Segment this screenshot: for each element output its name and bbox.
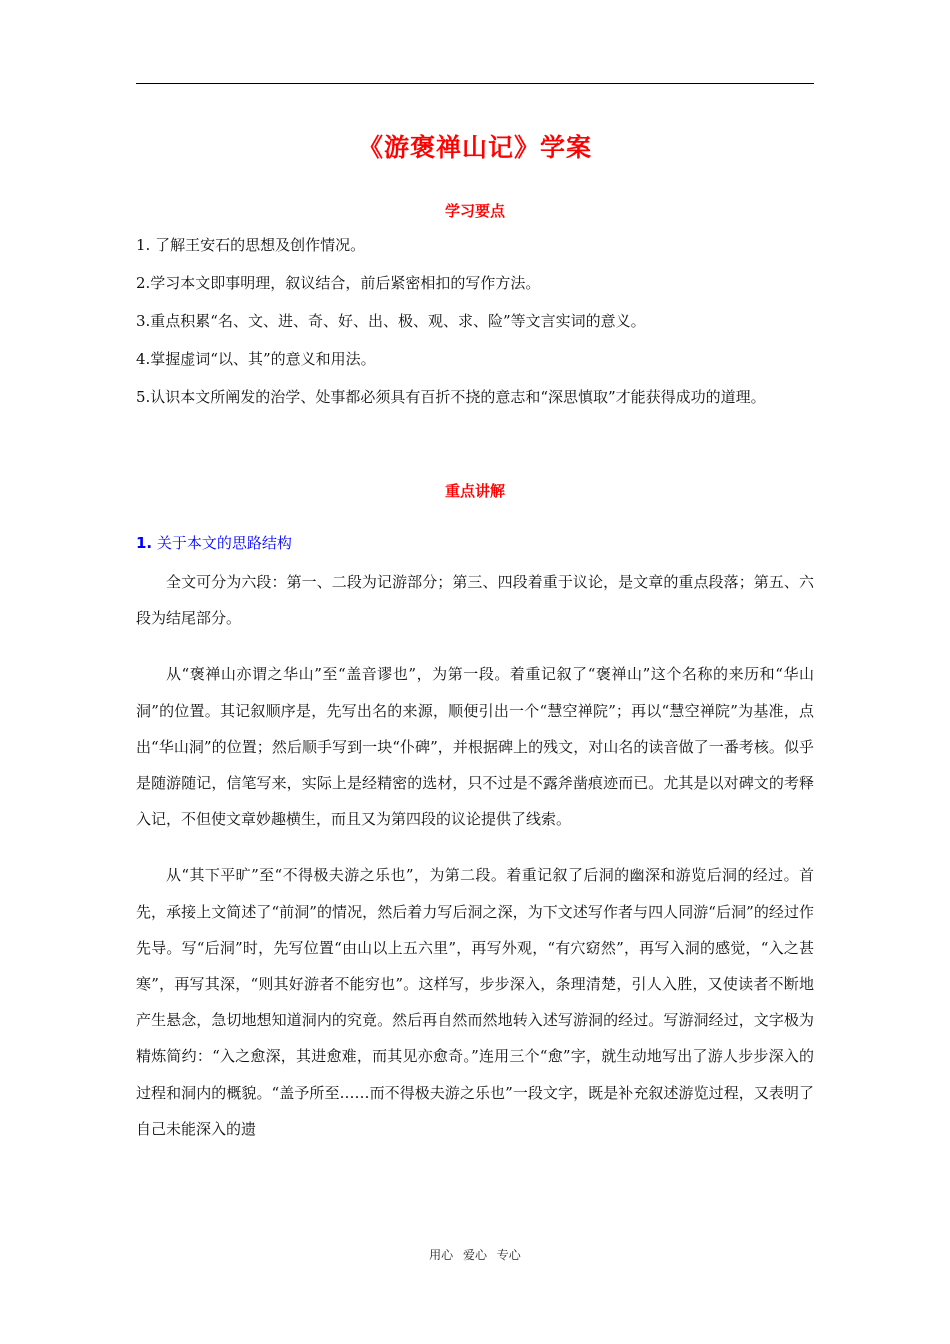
list-item: 4.掌握虚词“以、其”的意义和用法。: [136, 350, 376, 368]
body-text: [136, 564, 814, 1167]
list-item: 5.认识本文所阐发的治学、处事都必须具有百折不挠的意志和“深思慎取”才能获得成功的道理。: [136, 388, 766, 406]
subheading-text: 关于本文的思路结构: [152, 534, 292, 552]
objectives-list: [136, 226, 814, 416]
paragraph: 从“褒禅山亦谓之华山”至“盖音谬也”，为第一段。着重记叙了“褒禅山”这个名称的来历和“华山洞”的位置。其记叙顺序是，先写出名的来源，顺便引出一个“慧空禅院”；再以“慧空禅院”为基准，点出“华山洞”的位置；然后顺手写到一块“仆碑”，并根据碑上的残文，对山名的读音做了一番考核。似乎是随游随记，信笔写来，实际上是经精密的选材，只不过是不露斧凿痕迹而已。尤其是以对碑文的考释入记，不但使文章妙趣横生，而且又为第四段的议论提供了线索。: [136, 665, 814, 829]
paragraph: 从“其下平旷”至“不得极夫游之乐也”，为第二段。着重记叙了后洞的幽深和游览后洞的经过。首先，承接上文简述了“前洞”的情况，然后着力写后洞之深，为下文述写作者与四人同游“后洞”的经过作先导。写“后洞”时，先写位置“由山以上五六里”，再写外观，“有穴窈然”，再写入洞的感觉，“入之甚寒”，再写其深，“则其好游者不能穷也”。这样写，步步深入，条理清楚，引人入胜，又使读者不断地产生悬念，急切地想知道洞内的究竟。然后再自然而然地转入述写游洞的经过。写游洞经过，文字极为精炼简约：“入之愈深，其进愈难，而其见亦愈奇。”连用三个“愈”字，就生动地写出了游人步步深入的过程和洞内的概貌。“盖予所至……而不得极夫游之乐也”一段文字，既是补充叙述游览过程，又表明了自己未能深入的遗: [136, 866, 814, 1138]
subheading: [136, 528, 814, 558]
section-heading-key-points: 学习要点: [444, 202, 505, 220]
subheading-number: 1.: [136, 534, 153, 552]
section-heading-explanation: 重点讲解: [444, 482, 505, 500]
paragraph: 全文可分为六段：第一、二段为记游部分；第三、四段着重于议论，是文章的重点段落；第五、六段为结尾部分。: [136, 573, 814, 628]
list-item: 3.重点积累“名、文、进、奇、好、出、极、观、求、险”等文言实词的意义。: [136, 312, 646, 330]
list-item: 2.学习本文即事明理，叙议结合，前后紧密相扣的写作方法。: [136, 274, 541, 292]
page-footer: 用心 爱心 专心: [429, 1248, 521, 1262]
header-rule: [136, 83, 814, 84]
page-title: 《游褒禅山记》学案: [357, 133, 592, 162]
list-item: 1. 了解王安石的思想及创作情况。: [136, 236, 366, 254]
